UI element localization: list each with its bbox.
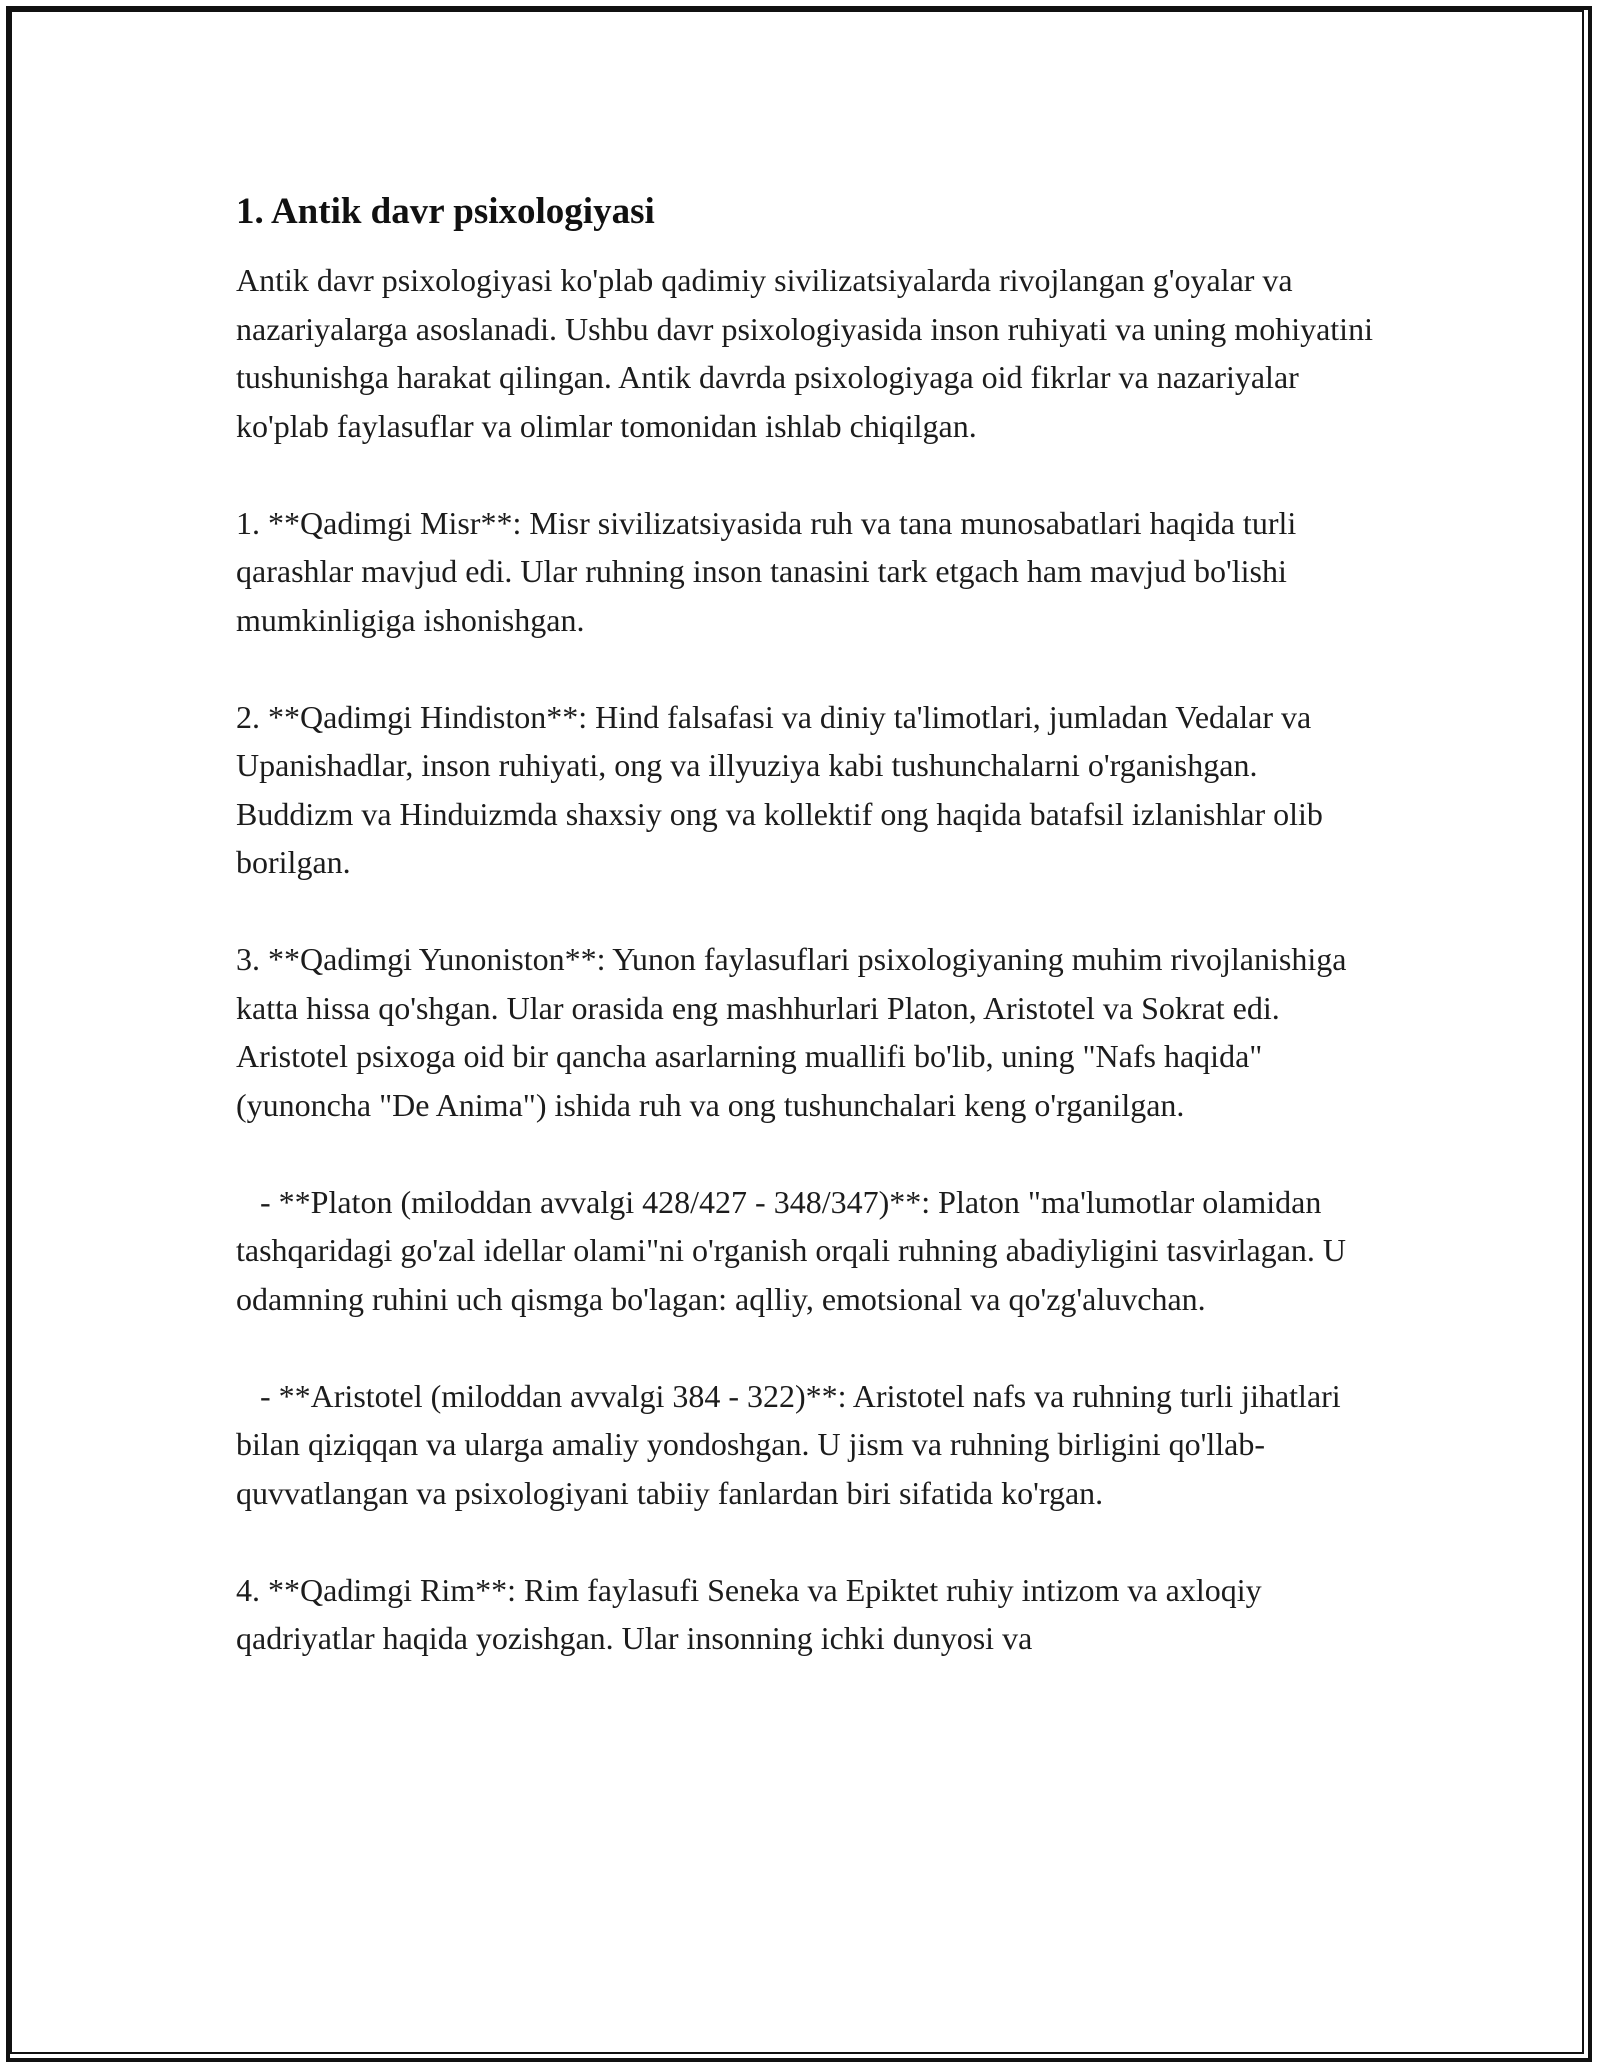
aristotel-subsection-paragraph: - **Aristotel (miloddan avvalgi 384 - 322)**: Aristotel nafs va ruhning turli jihatlari bilan qiziqqan va ularga amaliy yondoshgan. U jism va ruhning birligini qo'llab-quvvatlangan va psixologiyani tabiiy fanlardan biri sifatida ko'rgan. [236,1377,1349,1511]
section-greece-paragraph: 3. **Qadimgi Yunoniston**: Yunon faylasuflari psixologiyaning muhim rivojlanishiga katta hissa qo'shgan. Ular orasida eng mashhurlari Platon, Aristotel va Sokrat edi. Aristotel psixoga oid bir qancha asarlarning muallifi bo'lib, uning "Nafs haqida" (yunoncha "De Anima") ishida ruh va ong tushunchalari keng o'rganilgan. [236,941,1355,1123]
intro-paragraph: Antik davr psixologiyasi ko'plab qadimiy sivilizatsiyalarda rivojlangan g'oyalar va nazariyalarga asoslanadi. Ushbu davr psixologiyasida inson ruhiyati va uning mohiyatini tushunishga harakat qilingan. Antik davrda psixologiyaga oid fikrlar va nazariyalar ko'plab faylasuflar va olimlar tomonidan ishlab chiqilgan. [236,262,1381,444]
section-india-paragraph: 2. **Qadimgi Hindiston**: Hind falsafasi va diniy ta'limotlari, jumladan Vedalar va Upanishadlar, inson ruhiyati, ong va illyuziya kabi tushunchalarni o'rganishgan. Buddizm va Hinduizmda shaxsiy ong va kollektif ong haqida batafsil izlanishlar olib borilgan. [236,698,1331,880]
document-title: 1. Antik davr psixologiyasi [236,191,655,232]
document-body [236,186,1381,1711]
section-rome-paragraph: 4. **Qadimgi Rim**: Rim faylasufi Seneka va Epiktet ruhiy intizom va axloqiy qadriyatlar haqida yozishgan. Ular insonning ichki dunyosi va [236,1571,1270,1656]
platon-subsection-paragraph: - **Platon (miloddan avvalgi 428/427 - 348/347)**: Platon "ma'lumotlar olamidan tashqaridagi go'zal idellar olami"ni o'rganish orqali ruhning abadiyligini tasvirlagan. U odamning ruhini uch qismga bo'lagan: aqlliy, emotsional va qo'zg'aluvchan. [236,1183,1354,1317]
section-egypt-paragraph: 1. **Qadimgi Misr**: Misr sivilizatsiyasida ruh va tana munosabatlari haqida turli qarashlar mavjud edi. Ular ruhning inson tanasini tark etgach ham mavjud bo'lishi mumkinligiga ishonishgan. [236,504,1305,638]
